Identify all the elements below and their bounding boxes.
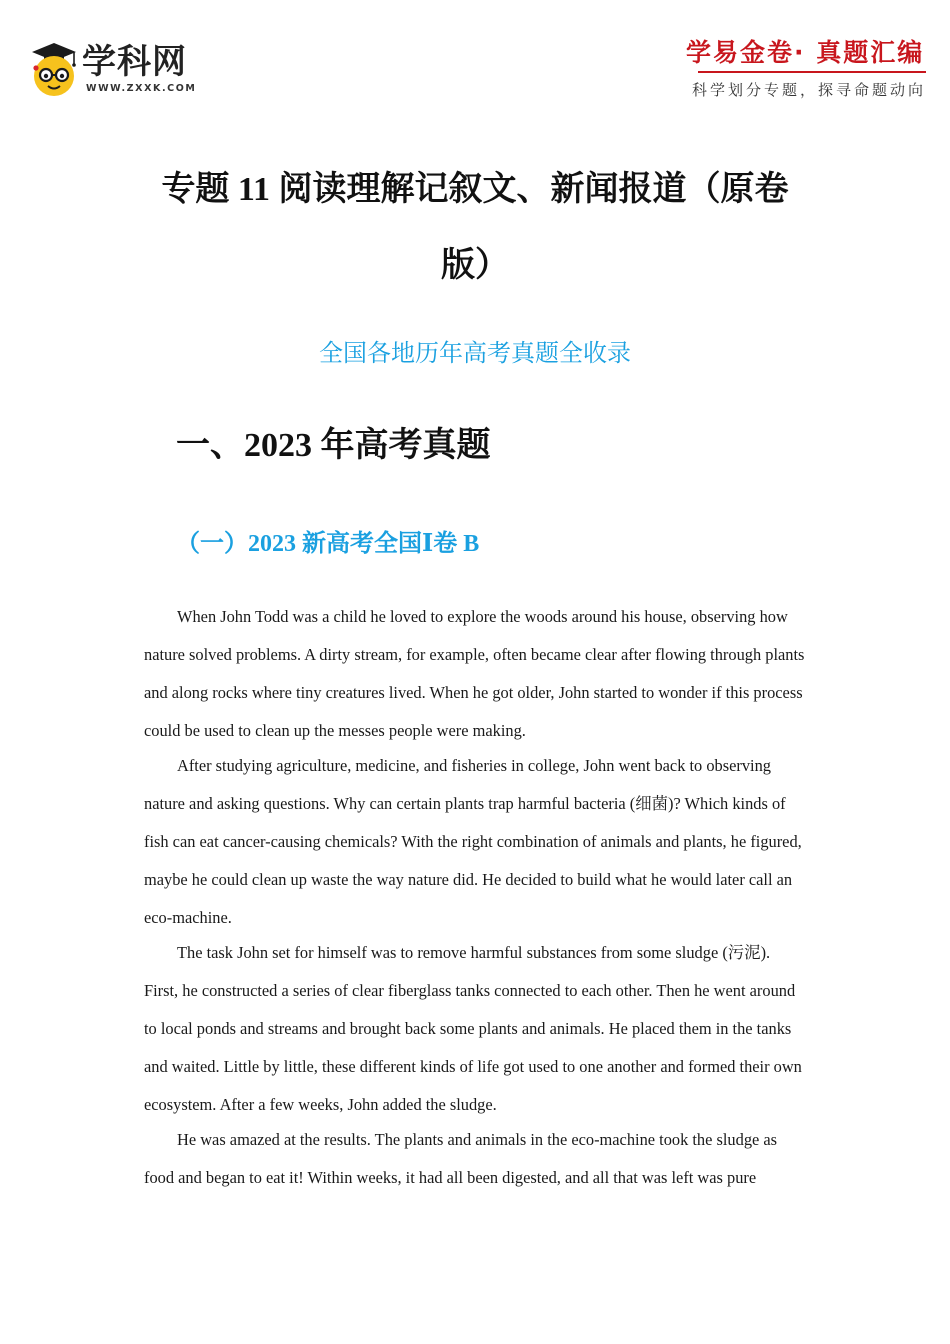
- document-subtitle: 全国各地历年高考真题全收录: [319, 339, 631, 367]
- document-title: [140, 152, 810, 304]
- brand-banner: [686, 38, 926, 100]
- brand-divider: [698, 71, 926, 73]
- brand-subtitle: 科学划分专题，探寻命题动向: [691, 81, 926, 99]
- logo-text: 学科网: [82, 42, 187, 82]
- document-title-line-1: 专题 11 阅读理解记叙文、新闻报道（原卷: [161, 171, 789, 208]
- reading-passage: [144, 598, 806, 1197]
- passage-paragraph: The task John set for himself was to remove harmful substances from some sludge (污泥). First, he constructed a series of clear fiberglass tanks connected to each other. Then he went around to local ponds and streams and brought back some plants and animals. He placed them in the tanks and waited. Little by little, these different kinds of life got used to one another and formed their own ecosystem. After a few weeks, John added the sludge.: [144, 943, 802, 1114]
- logo-url[interactable]: WWW.ZXXK.COM: [86, 83, 197, 94]
- document-title-line-2: 版）: [441, 247, 509, 284]
- exam-subheading: （一）2023 新高考全国Ⅰ卷 B: [176, 531, 480, 557]
- passage-paragraph: When John Todd was a child he loved to explore the woods around his house, observing how nature solved problems. A dirty stream, for example, often became clear after flowing through plants and along rocks where tiny creatures lived. When he got older, John started to wonder if this process could be used to clean up the messes people were making.: [144, 607, 805, 740]
- brand-title: 学易金卷· 真题汇编: [686, 38, 925, 67]
- graduate-mascot-icon: [30, 40, 80, 98]
- passage-paragraph: After studying agriculture, medicine, and fisheries in college, John went back to observing nature and asking questions. Why can certain plants trap harmful bacteria (细菌)? Which kinds of fish can eat cancer-causing chemicals? With the right combination of animals and plants, he figured, maybe he could clean up waste the way nature did. He decided to build what he would later call an eco-machine.: [144, 756, 802, 927]
- site-logo[interactable]: [30, 40, 210, 102]
- section-heading: 一、2023 年高考真题: [176, 427, 491, 464]
- passage-paragraph: He was amazed at the results. The plants and animals in the eco-machine took the sludge as food and began to eat it! Within weeks, it had all been digested, and all that was left was pure: [144, 1130, 778, 1187]
